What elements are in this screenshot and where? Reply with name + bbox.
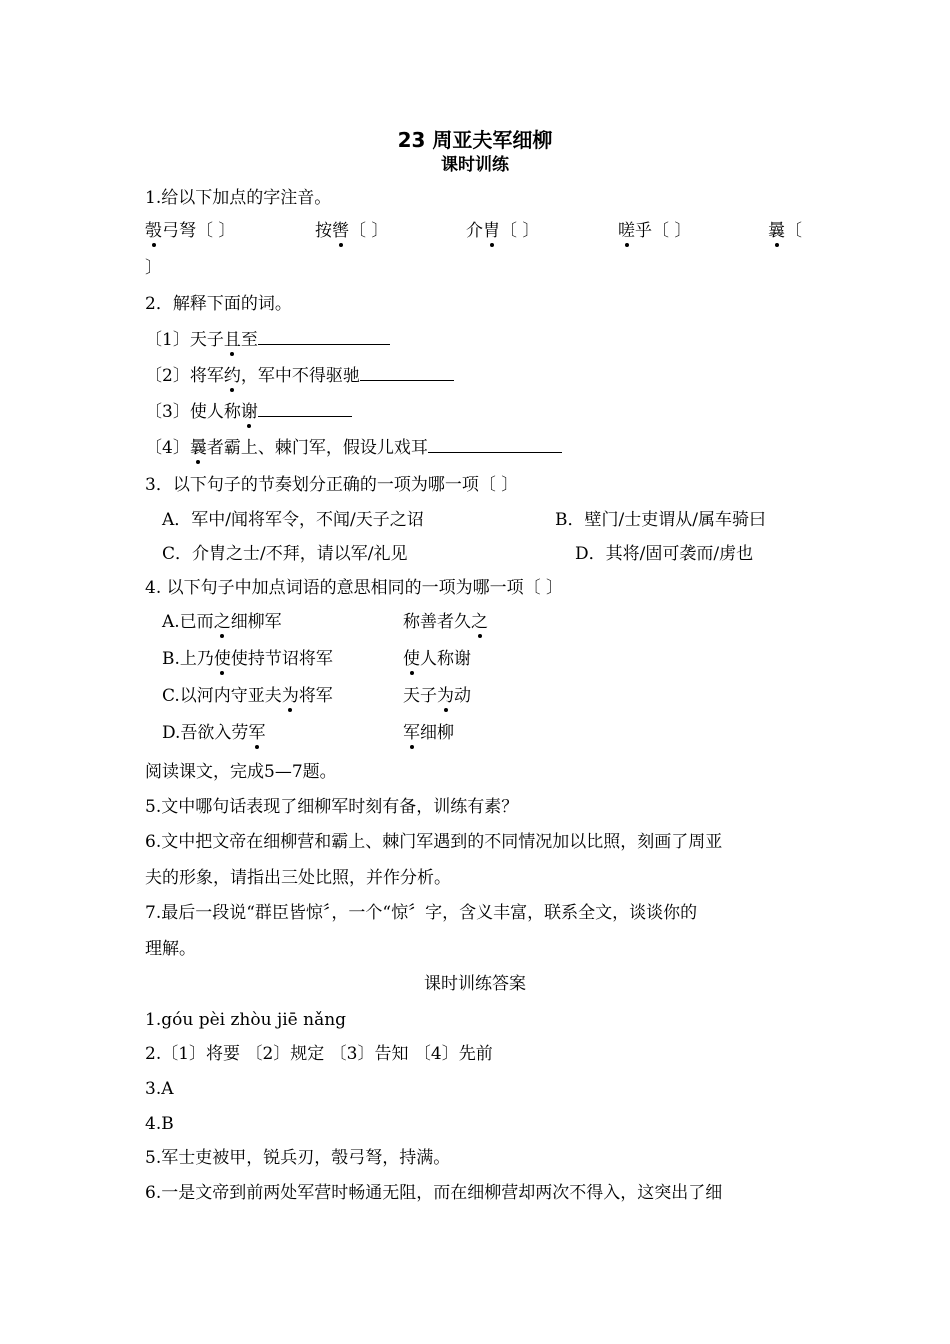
q4-option-c-left: C.以河内守亚夫为将军 bbox=[162, 686, 333, 706]
q3-option-d: D．其将/固可袭而/虏也 bbox=[575, 544, 754, 564]
question-7-line-1: 7.最后一段说“群臣皆惊〞，一个“惊〞字，含义丰富，联系全文，谈谈你的 bbox=[145, 903, 698, 923]
question-4-prompt: 4. 以下句子中加点词语的意思相同的一项为哪一项〔 〕 bbox=[145, 578, 564, 598]
answer-5: 5.军士吏被甲，锐兵刃，彀弓弩，持满。 bbox=[145, 1148, 451, 1168]
q4-option-c-right: 天子为动 bbox=[403, 686, 471, 706]
q1-item-5: 曩〔 bbox=[768, 221, 802, 241]
answer-blank[interactable] bbox=[258, 398, 352, 417]
question-7-line-2: 理解。 bbox=[145, 939, 196, 959]
q2-item-2: 〔2〕将军约，军中不得驱驰 bbox=[145, 362, 454, 388]
answers-heading: 课时训练答案 bbox=[424, 974, 526, 994]
answer-blank[interactable] bbox=[258, 326, 390, 345]
page-subtitle: 课时训练 bbox=[441, 155, 509, 175]
answer-2: 2.〔1〕将要 〔2〕规定 〔3〕告知 〔4〕先前 bbox=[145, 1044, 493, 1064]
question-2-prompt: 2．解释下面的词。 bbox=[145, 294, 292, 314]
answer-6: 6.一是文帝到前两处军营时畅通无阻，而在细柳营却两次不得入，这突出了细 bbox=[145, 1183, 723, 1203]
q3-option-b: B．壁门/士吏谓从/属车骑曰 bbox=[555, 510, 766, 530]
q2-item-1: 〔1〕天子且至 bbox=[145, 326, 390, 352]
question-5: 5.文中哪句话表现了细柳军时刻有备，训练有素？ bbox=[145, 797, 519, 817]
q1-item-1: 彀弓弩〔 〕 bbox=[145, 221, 236, 241]
q4-option-d-right: 军细柳 bbox=[403, 723, 454, 743]
answer-3: 3.A bbox=[145, 1079, 174, 1099]
q1-item-4: 嗟乎〔 〕 bbox=[618, 221, 692, 241]
q1-item-3: 介胄〔 〕 bbox=[466, 221, 540, 241]
q2-item-3: 〔3〕使人称谢 bbox=[145, 398, 352, 424]
q3-option-a: A．军中/闻将军令，不闻/天子之诏 bbox=[162, 510, 424, 530]
question-6-line-1: 6.文中把文帝在细柳营和霸上、棘门军遇到的不同情况加以比照，刻画了周亚 bbox=[145, 832, 723, 852]
q4-option-a-left: A.已而之细柳军 bbox=[162, 612, 282, 632]
answer-1: 1.góu pèi zhòu jiē nǎng bbox=[145, 1010, 347, 1030]
q2-item-4: 〔4〕曩者霸上、棘门军，假设儿戏耳 bbox=[145, 434, 562, 460]
question-1-prompt: 1.给以下加点的字注音。 bbox=[145, 188, 332, 208]
q4-option-d-left: D.吾欲入劳军 bbox=[162, 723, 266, 743]
question-3-prompt: 3．以下句子的节奏划分正确的一项为哪一项〔 〕 bbox=[145, 475, 519, 495]
q4-option-a-right: 称善者久之 bbox=[403, 612, 488, 632]
answer-4: 4.B bbox=[145, 1114, 174, 1134]
answer-blank[interactable] bbox=[360, 362, 454, 381]
q3-option-c: C．介胄之士/不拜，请以军/礼见 bbox=[162, 544, 408, 564]
page-title: 23 周亚夫军细柳 bbox=[397, 128, 553, 152]
reading-instruction: 阅读课文，完成5—7题。 bbox=[145, 762, 337, 782]
q4-option-b-left: B.上乃使使持节诏将军 bbox=[162, 649, 333, 669]
question-6-line-2: 夫的形象，请指出三处比照，并作分析。 bbox=[145, 868, 451, 888]
q4-option-b-right: 使人称谢 bbox=[403, 649, 471, 669]
answer-blank[interactable] bbox=[428, 434, 562, 453]
q1-item-2: 按辔〔 〕 bbox=[315, 221, 389, 241]
q1-wrap: 〕 bbox=[145, 258, 162, 278]
